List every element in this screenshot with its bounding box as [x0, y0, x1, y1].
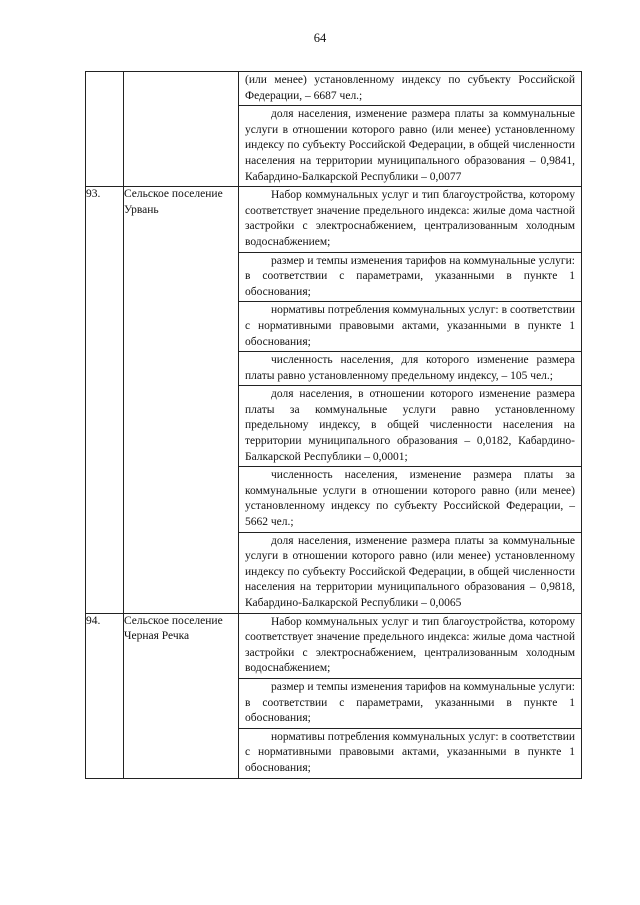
- municipality-name: Сельское поселение Черная Речка: [124, 613, 239, 778]
- row-number: 93.: [86, 187, 124, 613]
- row-description: [239, 187, 582, 613]
- paragraph: доля населения, изменение размера платы за коммунальные услуги в отношении которого равно (или менее) установленному индексу по субъекту Российской Федерации, в общей численности населения на территории муниципального образования – 0,9841, Кабардино-Балкарской Республики – 0,0077: [239, 105, 581, 186]
- paragraph: нормативы потребления коммунальных услуг: в соответствии с нормативными правовыми актами, указанными в пункте 1 обоснования;: [239, 301, 581, 351]
- paragraph: численность населения, изменение размера платы за коммунальные услуги в отношении которого равно (или менее) установленному индексу по субъекту Российской Федерации, – 5662 чел.;: [239, 466, 581, 531]
- paragraph: Набор коммунальных услуг и тип благоустройства, которому соответствует значение предельного индекса: жилые дома частной застройки с электроснабжением, централизованным холодным водоснабжением;: [245, 615, 575, 675]
- table-row: [86, 613, 582, 778]
- page-number: 64: [313, 31, 327, 45]
- row-number: 94.: [86, 613, 124, 778]
- municipality-name: [124, 72, 239, 187]
- table-row: [86, 187, 582, 613]
- paragraph: размер и темпы изменения тарифов на коммунальные услуги: в соответствии с параметрами, указанными в пункте 1 обоснования;: [239, 252, 581, 302]
- row-number: [86, 72, 124, 187]
- paragraph: нормативы потребления коммунальных услуг: в соответствии с нормативными правовыми актами, указанными в пункте 1 обоснования;: [239, 728, 581, 778]
- paragraph: доля населения, в отношении которого изменение размера платы за коммунальные услуги равно установленному предельному индексу, в общей численности населения на территории муниципального образования – 0,0182, Кабардино-Балкарской Республики – 0,0001;: [239, 385, 581, 466]
- municipality-name: Сельское поселение Урвань: [124, 187, 239, 613]
- document-table: [85, 71, 582, 779]
- paragraph: Набор коммунальных услуг и тип благоустройства, которому соответствует значение предельного индекса: жилые дома частной застройки с электроснабжением, централизованным холодным водоснабжением;: [245, 189, 575, 248]
- paragraph: численность населения, для которого изменение размера платы равно установленному предельному индексу, – 105 чел.;: [239, 351, 581, 385]
- paragraph: (или менее) установленному индексу по субъекту Российской Федерации, – 6687 чел.;: [245, 74, 575, 102]
- paragraph: доля населения, изменение размера платы за коммунальные услуги в отношении которого равно (или менее) установленному индексу по субъекту Российской Федерации, в общей численности населения на территории муниципального образования – 0,9818, Кабардино-Балкарской Республики – 0,0065: [239, 532, 581, 613]
- row-description: [239, 72, 582, 187]
- table-row: [86, 72, 582, 187]
- row-description: [239, 613, 582, 778]
- paragraph: размер и темпы изменения тарифов на коммунальные услуги: в соответствии с параметрами, указанными в пункте 1 обоснования;: [239, 678, 581, 728]
